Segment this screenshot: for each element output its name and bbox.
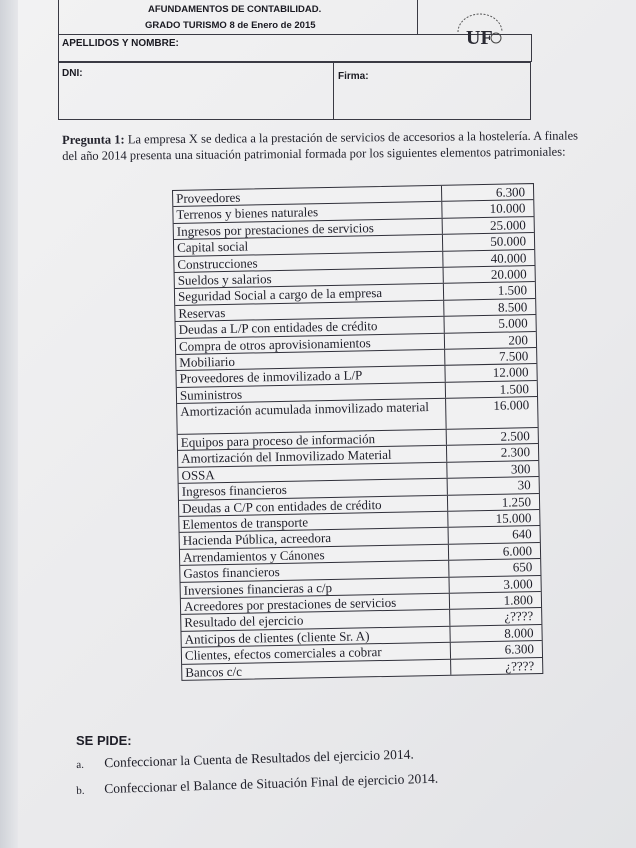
element-value: 20.000 — [490, 266, 527, 282]
course-subtitle: GRADO TURISMO 8 de Enero de 2015 — [145, 20, 316, 31]
task-letter: a. — [76, 758, 85, 771]
element-value: 12.000 — [492, 364, 529, 381]
element-value: 25.000 — [489, 216, 526, 233]
element-value: 16.000 — [493, 397, 530, 413]
instructions-heading: SE PIDE: — [76, 733, 132, 748]
element-value: 640 — [512, 526, 532, 542]
task-text: Confeccionar el Balance de Situación Final de ejercicio 2014. — [103, 770, 439, 797]
element-name: Deudas a L/P con entidades de crédito — [176, 317, 445, 338]
question-line-2: del año 2014 presenta una situación patrimonial formada por los siguientes elementos patrimoniales: — [62, 144, 566, 163]
element-value: ¿???? — [505, 657, 535, 674]
dni-label: DNI: — [62, 68, 83, 79]
element-name: Hacienda Pública, acreedora — [180, 528, 449, 549]
question-line-1: La empresa X se dedica a la prestación de servicios de accesorios a la hostelería. A finales — [124, 128, 579, 147]
element-name: Deudas a C/P con entidades de crédito — [179, 495, 448, 516]
course-title: AFUNDAMENTOS DE CONTABILIDAD. — [148, 4, 322, 15]
element-value: 6.000 — [502, 542, 533, 559]
element-value: 650 — [512, 559, 533, 575]
element-name: Amortización del Inmovilizado Material — [178, 446, 447, 467]
element-name: Ingresos financieros — [179, 479, 448, 500]
element-name: Suministros — [177, 382, 446, 403]
element-name: Equipos para proceso de información — [178, 430, 447, 451]
element-name: Sueldos y salarios — [175, 268, 444, 289]
name-label: APELLIDOS Y NOMBRE: — [62, 38, 179, 49]
element-value: 10.000 — [489, 200, 526, 217]
element-value: 8.000 — [504, 624, 534, 641]
dni-box — [58, 62, 334, 120]
element-value: 8.500 — [497, 298, 528, 315]
patrimonial-elements-table — [172, 183, 543, 681]
element-name: OSSA — [178, 463, 447, 484]
element-value: 2.300 — [500, 444, 531, 461]
university-logo-icon — [452, 10, 508, 50]
element-name: Ingresos por prestaciones de servicios — [174, 219, 443, 240]
task-text: Confeccionar la Cuenta de Resultados del ejercicio 2014. — [103, 746, 414, 771]
element-value: 15.000 — [495, 510, 532, 526]
element-value: 30 — [517, 477, 531, 493]
element-name: Proveedores — [173, 186, 442, 207]
element-value: 2.500 — [500, 428, 530, 444]
element-name: Reservas — [175, 301, 444, 322]
element-value: 40.000 — [490, 249, 527, 266]
element-name: Arrendamientos y Cánones — [180, 545, 449, 566]
element-value: 300 — [510, 461, 531, 477]
element-value: 5.000 — [498, 315, 528, 331]
element-name: Inversiones financieras a c/p — [181, 577, 450, 598]
element-value: 1.500 — [499, 380, 530, 397]
question-text — [62, 127, 636, 164]
question-label: Pregunta 1: — [62, 132, 125, 147]
element-name: Bancos c/c — [182, 659, 451, 680]
element-name: Resultado del ejercicio — [181, 610, 450, 631]
element-value: 50.000 — [490, 233, 527, 250]
element-value: 200 — [508, 331, 529, 348]
element-value: 1.500 — [497, 282, 528, 299]
page-edge — [0, 0, 18, 848]
element-name: Terrenos y bienes naturales — [173, 202, 442, 223]
element-value: 6.300 — [495, 184, 526, 200]
element-name: Acreedores por prestaciones de servicios — [181, 594, 450, 615]
element-value: 3.000 — [503, 575, 533, 592]
element-value: ¿???? — [504, 608, 534, 625]
element-name: Anticipos de clientes (cliente Sr. A) — [181, 627, 450, 648]
task-letter: b. — [76, 784, 85, 797]
element-name: Proveedores de inmovilizado a L/P — [176, 366, 445, 387]
element-name: Amortización acumulada inmovilizado material — [177, 399, 447, 434]
element-name: Clientes, efectos comerciales a cobrar — [182, 643, 451, 664]
element-name: Mobiliario — [176, 350, 445, 371]
element-name: Capital social — [174, 235, 443, 256]
element-name: Compra de otros aprovisionamientos — [176, 333, 445, 354]
signature-label: Firma: — [338, 71, 369, 82]
element-name: Elementos de transporte — [179, 512, 448, 533]
element-value: 6.300 — [504, 641, 535, 657]
element-name: Gastos financieros — [180, 561, 449, 582]
element-name: Seguridad Social a cargo de la empresa — [175, 284, 444, 305]
logo-text: UF — [466, 27, 493, 49]
element-name: Construcciones — [174, 251, 443, 272]
element-value: 1.250 — [501, 493, 532, 510]
element-value: 1.800 — [503, 592, 534, 608]
element-value: 7.500 — [498, 348, 529, 364]
